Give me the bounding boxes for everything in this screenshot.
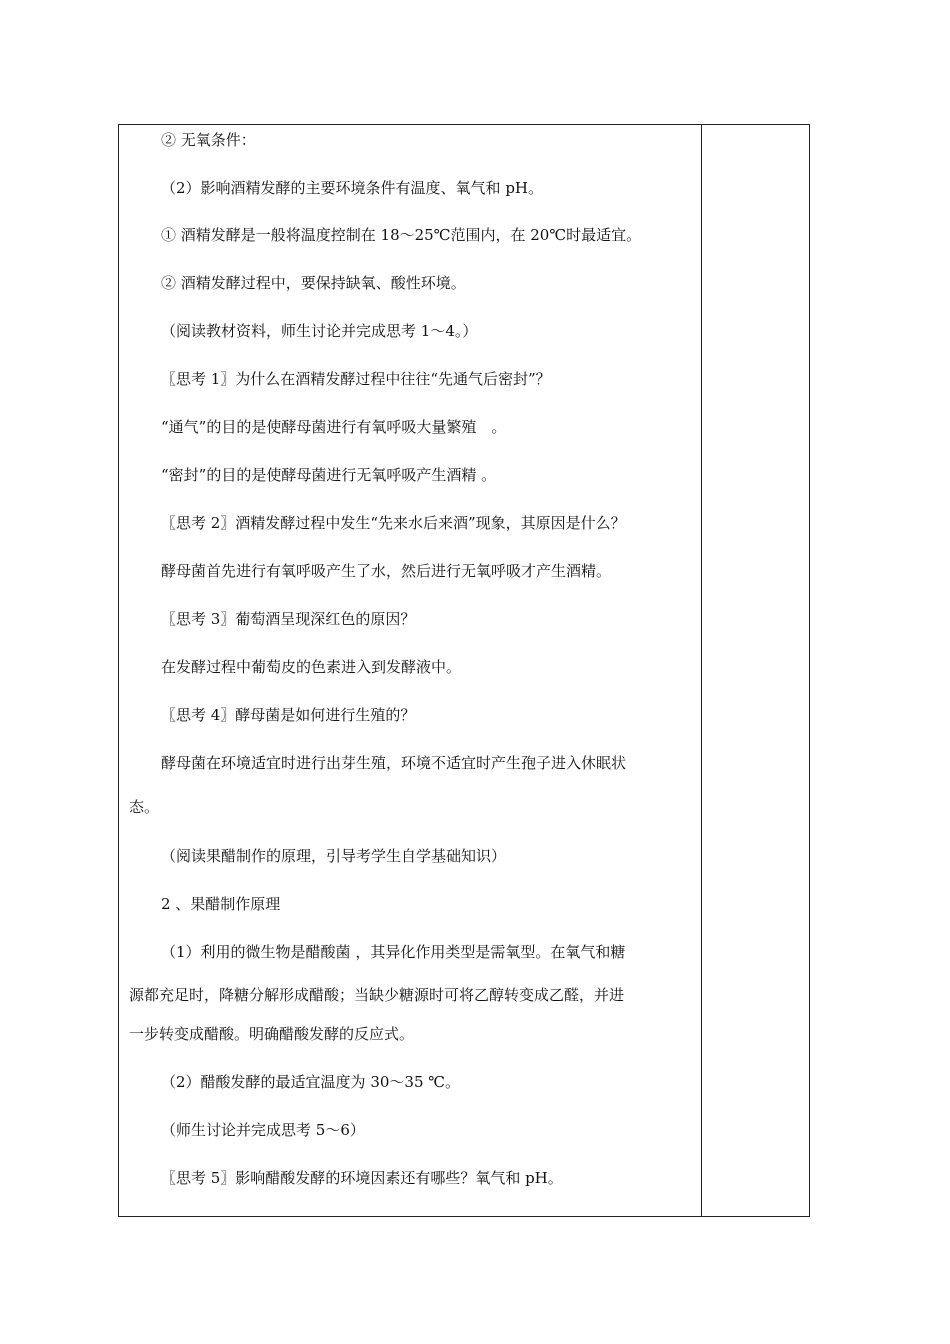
text-line-2: （2）影响酒精发酵的主要环境条件有温度、氧气和 pH。 <box>161 179 543 197</box>
text-line-13: 〖思考 4〗酵母菌是如何进行生殖的？ <box>161 706 416 724</box>
content-cell <box>119 125 701 1216</box>
text-line-3: ① 酒精发酵是一般将温度控制在 18～25℃范围内，在 20℃时最适宜。 <box>161 226 642 244</box>
text-line-8: “密封”的目的是使酵母菌进行无氧呼吸产生酒精 。 <box>161 466 497 484</box>
text-line-11: 〖思考 3〗葡萄酒呈现深红色的原因？ <box>161 610 416 628</box>
text-line-9: 〖思考 2〗酒精发酵过程中发生“先来水后来酒”现象，其原因是什么？ <box>161 514 626 532</box>
text-line-22: （师生讨论并完成思考 5～6） <box>161 1121 365 1139</box>
text-line-4: ② 酒精发酵过程中，要保持缺氧、酸性环境。 <box>161 274 466 292</box>
column-divider <box>701 125 702 1216</box>
text-line-23: 〖思考 5〗影响醋酸发酵的环境因素还有哪些？氧气和 pH。 <box>161 1169 563 1187</box>
text-line-5: （阅读教材资料，师生讨论并完成思考 1～4。） <box>161 322 478 340</box>
document-table <box>118 124 810 1217</box>
text-line-10: 酵母菌首先进行有氧呼吸产生了水，然后进行无氧呼吸才产生酒精。 <box>161 562 612 580</box>
text-line-6: 〖思考 1〗为什么在酒精发酵过程中往往“先通气后密封”？ <box>161 370 551 388</box>
text-line-14: 酵母菌在环境适宜时进行出芽生殖，环境不适宜时产生孢子进入休眠状 <box>161 754 627 772</box>
text-line-1: ② 无氧条件： <box>161 131 256 149</box>
text-line-21: （2）醋酸发酵的最适宜温度为 30～35 ℃。 <box>161 1073 461 1091</box>
text-line-16: （阅读果醋制作的原理，引导考学生自学基础知识） <box>161 847 507 865</box>
text-line-15: 态。 <box>129 798 160 816</box>
text-line-19: 源都充足时，降糖分解形成醋酸；当缺少糖源时可将乙醇转变成乙醛，并进 <box>129 986 625 1004</box>
text-line-7: “通气”的目的是使酵母菌进行有氧呼吸大量繁殖 。 <box>161 418 507 436</box>
text-line-12: 在发酵过程中葡萄皮的色素进入到发酵液中。 <box>161 658 462 676</box>
section-heading: 2 、果醋制作原理 <box>161 895 281 913</box>
text-line-18: （1）利用的微生物是醋酸菌 ，其异化作用类型是需氧型。在氧气和糖 <box>161 943 626 961</box>
text-line-20: 一步转变成醋酸。明确醋酸发酵的反应式。 <box>129 1025 415 1043</box>
